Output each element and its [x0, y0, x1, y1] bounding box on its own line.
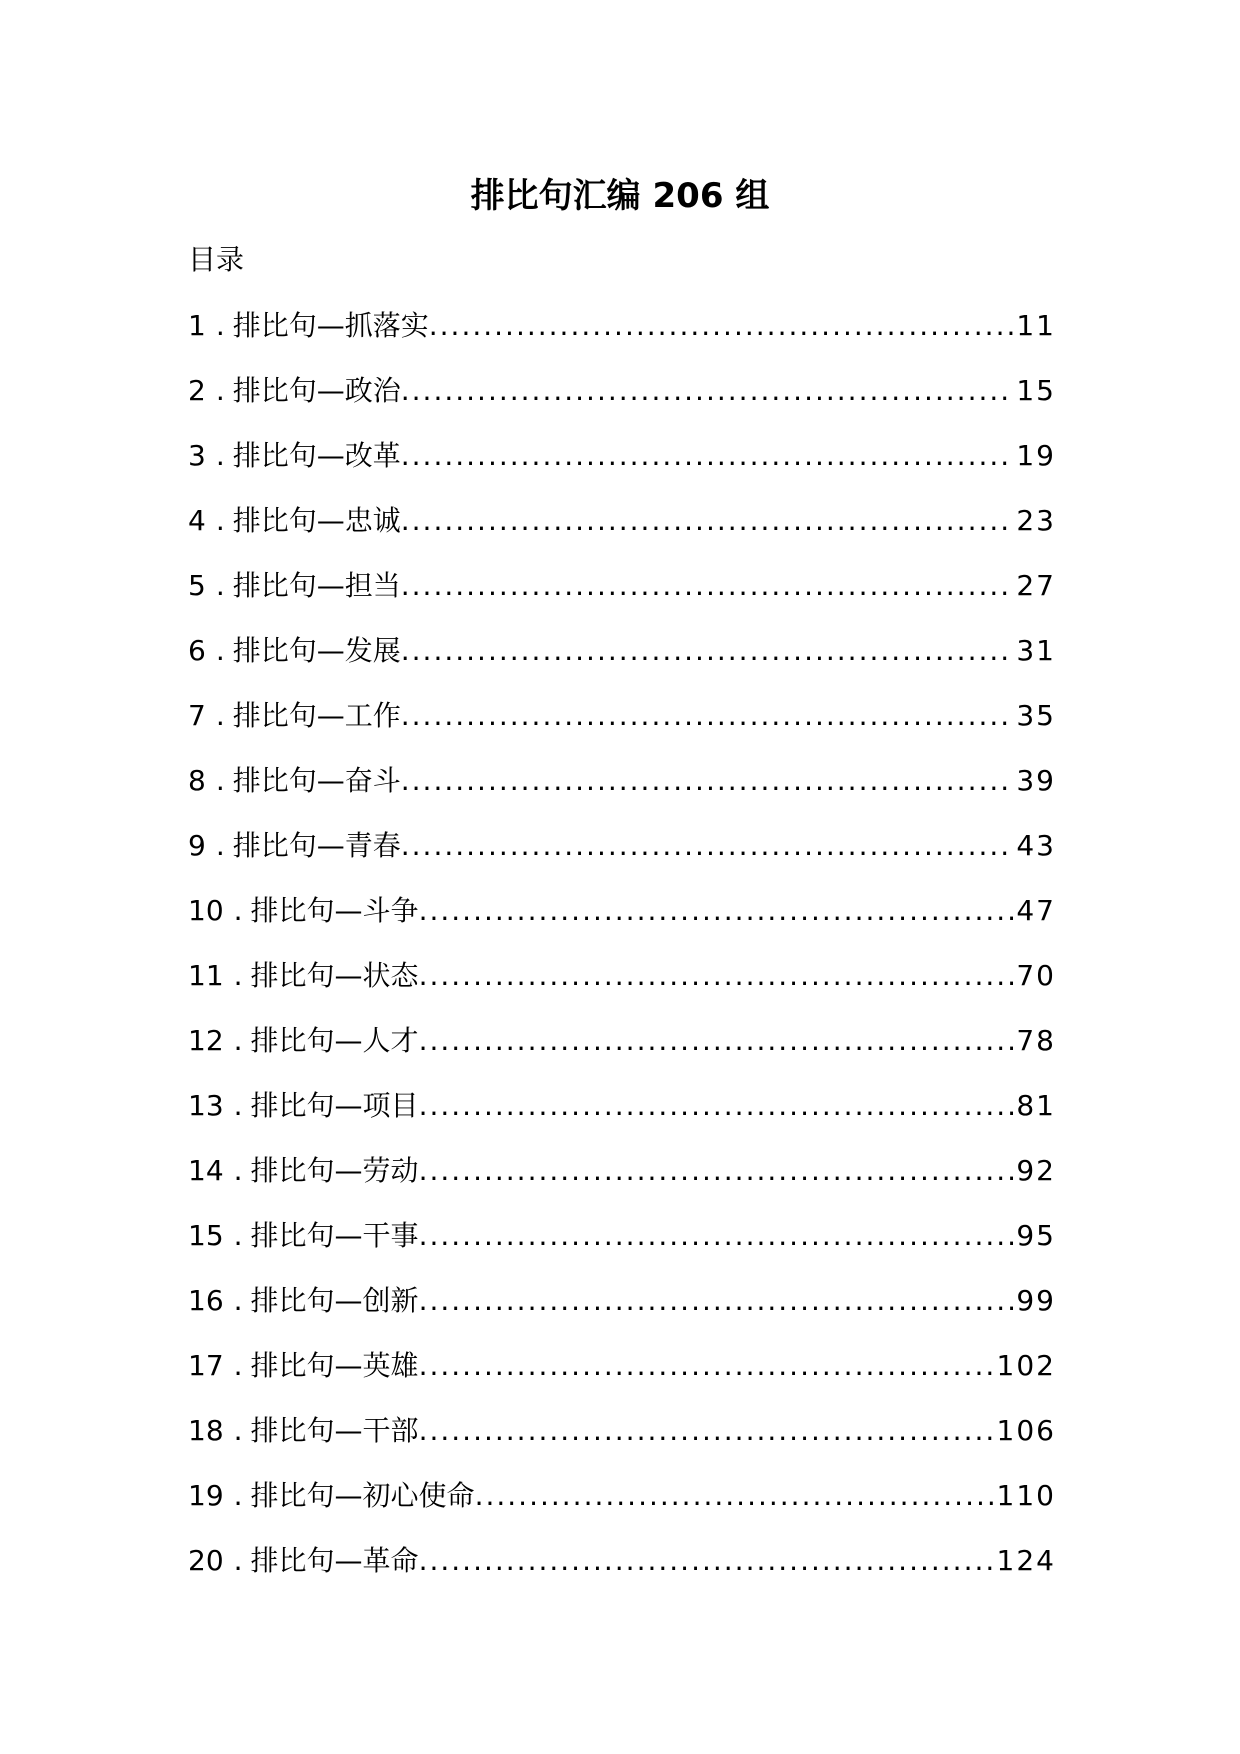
toc-entry-title: 排比句—干事	[250, 1219, 419, 1252]
toc-entry-number: 17	[188, 1349, 224, 1382]
toc-entry-page: 31	[1016, 634, 1056, 667]
toc-entry-number: 1	[188, 309, 206, 342]
toc-entry[interactable]	[188, 1021, 1056, 1086]
toc-dot-leader	[419, 1346, 995, 1386]
toc-entry-title: 排比句—改革	[232, 439, 401, 472]
toc-entry[interactable]	[188, 1541, 1056, 1606]
toc-entry-number: 4	[188, 504, 206, 537]
toc-entry-page: 78	[1016, 1024, 1056, 1057]
toc-entry-number: 15	[188, 1219, 224, 1252]
toc-entry[interactable]	[188, 631, 1056, 696]
toc-entry-number: 3	[188, 439, 206, 472]
toc-entry-page: 39	[1016, 764, 1056, 797]
toc-entry-separator: .	[215, 374, 225, 407]
toc-entry-title: 排比句—人才	[250, 1024, 419, 1057]
toc-entry-number: 8	[188, 764, 206, 797]
toc-entry-number: 19	[188, 1479, 224, 1512]
toc-entry[interactable]	[188, 436, 1056, 501]
toc-entry-title: 排比句—政治	[232, 374, 401, 407]
toc-entry-separator: .	[233, 894, 243, 927]
toc-dot-leader	[401, 826, 1015, 866]
toc-entry-separator: .	[215, 504, 225, 537]
toc-entry-separator: .	[215, 829, 225, 862]
toc-entry-number: 2	[188, 374, 206, 407]
toc-entry[interactable]	[188, 1086, 1056, 1151]
toc-entry-page: 35	[1016, 699, 1056, 732]
toc-entry[interactable]	[188, 956, 1056, 1021]
toc-entry-page: 23	[1016, 504, 1056, 537]
toc-entry-title: 排比句—忠诚	[232, 504, 401, 537]
toc-entry-number: 10	[188, 894, 224, 927]
toc-entry-page: 95	[1016, 1219, 1056, 1252]
toc-entry-separator: .	[215, 569, 225, 602]
toc-dot-leader	[429, 306, 1015, 346]
toc-entry-separator: .	[233, 1024, 243, 1057]
toc-dot-leader	[419, 1021, 1015, 1061]
toc-entry-separator: .	[215, 439, 225, 472]
toc-entry-title: 排比句—项目	[250, 1089, 419, 1122]
toc-entry-separator: .	[233, 1284, 243, 1317]
toc-dot-leader	[419, 1151, 1015, 1191]
document-title: 排比句汇编 206 组	[470, 176, 770, 216]
toc-entry-title: 排比句—创新	[250, 1284, 419, 1317]
toc-entry-title: 排比句—状态	[250, 959, 419, 992]
toc-entry[interactable]	[188, 696, 1056, 761]
toc-entry-title: 排比句—英雄	[250, 1349, 419, 1382]
toc-entry-separator: .	[233, 1089, 243, 1122]
toc-entry-separator: .	[233, 1479, 243, 1512]
toc-dot-leader	[401, 371, 1015, 411]
toc-dot-leader	[401, 631, 1015, 671]
toc-entry-title: 排比句—担当	[232, 569, 401, 602]
toc-entry[interactable]	[188, 1346, 1056, 1411]
toc-entry-title: 排比句—革命	[250, 1544, 419, 1577]
toc-dot-leader	[401, 436, 1015, 476]
toc-dot-leader	[419, 1281, 1015, 1321]
toc-entry-number: 9	[188, 829, 206, 862]
toc-entry[interactable]	[188, 1411, 1056, 1476]
toc-entry-title: 排比句—工作	[232, 699, 401, 732]
toc-dot-leader	[419, 1541, 995, 1581]
toc-entry-page: 19	[1016, 439, 1056, 472]
table-of-contents	[188, 306, 1056, 1606]
toc-entry-title: 排比句—青春	[232, 829, 401, 862]
toc-entry-page: 102	[996, 1349, 1056, 1382]
toc-entry-title: 排比句—初心使命	[250, 1479, 475, 1512]
toc-entry-number: 20	[188, 1544, 224, 1577]
toc-entry-page: 43	[1016, 829, 1056, 862]
toc-entry-separator: .	[233, 1414, 243, 1447]
toc-entry-page: 124	[996, 1544, 1056, 1577]
toc-dot-leader	[419, 1086, 1015, 1126]
toc-dot-leader	[475, 1476, 995, 1516]
toc-entry-separator: .	[233, 959, 243, 992]
toc-dot-leader	[401, 761, 1015, 801]
toc-entry-page: 110	[996, 1479, 1056, 1512]
toc-entry-title: 排比句—劳动	[250, 1154, 419, 1187]
toc-entry-number: 11	[188, 959, 224, 992]
toc-entry[interactable]	[188, 826, 1056, 891]
toc-dot-leader	[419, 1411, 995, 1451]
toc-entry[interactable]	[188, 1151, 1056, 1216]
toc-entry[interactable]	[188, 371, 1056, 436]
toc-entry-page: 99	[1016, 1284, 1056, 1317]
toc-entry-title: 排比句—干部	[250, 1414, 419, 1447]
toc-entry-page: 15	[1016, 374, 1056, 407]
toc-entry-separator: .	[215, 699, 225, 732]
toc-entry-separator: .	[233, 1219, 243, 1252]
toc-entry-title: 排比句—奋斗	[232, 764, 401, 797]
toc-dot-leader	[401, 501, 1015, 541]
toc-entry[interactable]	[188, 761, 1056, 826]
toc-heading: 目录	[188, 243, 245, 276]
toc-entry[interactable]	[188, 1476, 1056, 1541]
toc-dot-leader	[419, 891, 1015, 931]
toc-entry-page: 47	[1016, 894, 1056, 927]
toc-entry-separator: .	[215, 764, 225, 797]
toc-entry-page: 70	[1016, 959, 1056, 992]
toc-entry-number: 12	[188, 1024, 224, 1057]
toc-entry-number: 5	[188, 569, 206, 602]
toc-entry-title: 排比句—发展	[232, 634, 401, 667]
toc-entry-page: 106	[996, 1414, 1056, 1447]
toc-dot-leader	[419, 1216, 1015, 1256]
toc-entry[interactable]	[188, 306, 1056, 371]
toc-entry[interactable]	[188, 1281, 1056, 1346]
toc-entry-number: 16	[188, 1284, 224, 1317]
toc-dot-leader	[401, 566, 1015, 606]
toc-entry[interactable]	[188, 1216, 1056, 1281]
toc-entry[interactable]	[188, 566, 1056, 631]
toc-entry-page: 27	[1016, 569, 1056, 602]
toc-entry-separator: .	[233, 1349, 243, 1382]
toc-entry-number: 14	[188, 1154, 224, 1187]
toc-entry-number: 18	[188, 1414, 224, 1447]
toc-entry[interactable]	[188, 891, 1056, 956]
toc-entry-title: 排比句—斗争	[250, 894, 419, 927]
toc-entry-page: 81	[1016, 1089, 1056, 1122]
toc-entry-page: 11	[1016, 309, 1056, 342]
toc-entry-separator: .	[233, 1544, 243, 1577]
toc-entry-page: 92	[1016, 1154, 1056, 1187]
toc-entry-title: 排比句—抓落实	[232, 309, 429, 342]
toc-entry-number: 7	[188, 699, 206, 732]
toc-dot-leader	[401, 696, 1015, 736]
toc-entry-separator: .	[215, 309, 225, 342]
toc-entry-separator: .	[215, 634, 225, 667]
toc-entry-number: 6	[188, 634, 206, 667]
toc-entry[interactable]	[188, 501, 1056, 566]
toc-entry-separator: .	[233, 1154, 243, 1187]
toc-entry-number: 13	[188, 1089, 224, 1122]
toc-dot-leader	[419, 956, 1015, 996]
